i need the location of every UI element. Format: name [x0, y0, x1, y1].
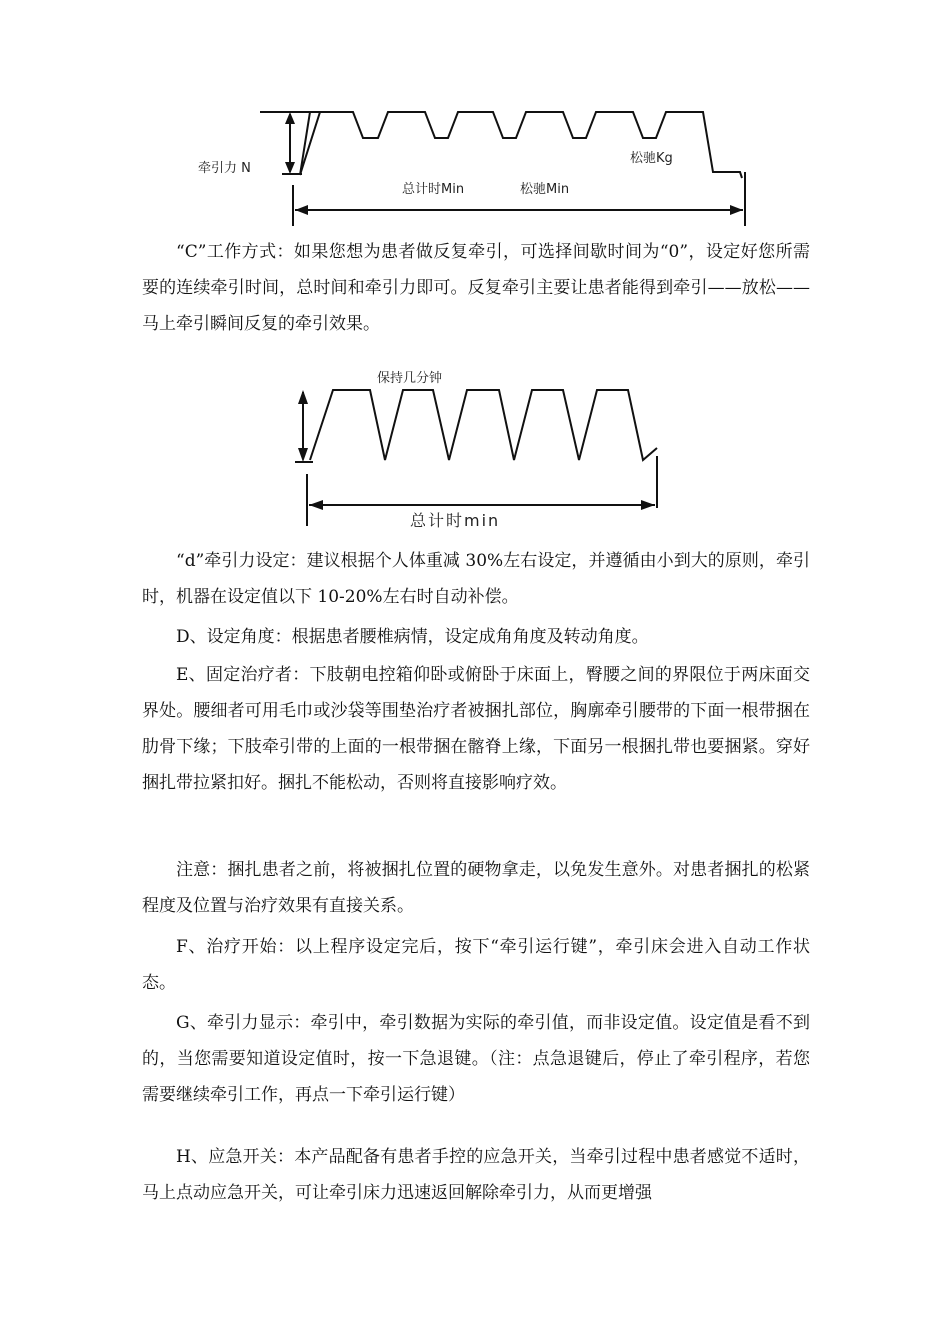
- paragraph-E-fixing: E、固定治疗者：下肢朝电控箱仰卧或俯卧于床面上，臀腰之间的界限位于两床面交界处。腰细者可用毛巾或沙袋等围垫治疗者被捆扎部位，胸廓牵引腰带的下面一根带捆在肋骨下缘；下肢牵引带的上面的一根带捆在髂脊上缘，下面另一根捆扎带也要捆紧。穿好捆扎带拉紧扣好。捆扎不能松动，否则将直接影响疗效。: [142, 665, 810, 793]
- continuous-waveform: [310, 390, 657, 460]
- diagram-continuous-traction-svg: [285, 368, 675, 533]
- paragraph-c-mode: “C”工作方式：如果您想为患者做反复牵引，可选择间歇时间为“0”，设定好您所需要的连续牵引时间，总时间和牵引力即可。反复牵引主要让患者能得到牵引——放松——马上牵引瞬间反复的牵引效果。: [142, 242, 810, 334]
- total-time-label-2: 总计时min: [410, 511, 501, 530]
- total-time-label: 总计时Min: [402, 182, 465, 197]
- relax-min-label: 松驰Min: [520, 182, 570, 197]
- intermittent-waveform: [260, 112, 742, 178]
- paragraph-D-angle: D、设定角度：根据患者腰椎病情，设定成角角度及转动角度。: [176, 627, 649, 647]
- force-arrow-head-up-2: [298, 390, 308, 404]
- relax-kg-label: 松驰Kg: [630, 151, 673, 166]
- force-arrow-head-down: [285, 162, 295, 174]
- paragraph-G-display: G、牵引力显示：牵引中，牵引数据为实际的牵引值，而非设定值。设定值是看不到的，当您需要知道设定值时，按一下急退键。（注：点急退键后，停止了牵引程序，若您需要继续牵引工作，再点一下牵引运行键）: [142, 1013, 810, 1105]
- force-arrow-head-down-2: [298, 448, 308, 462]
- diagram-intermittent-traction: [190, 100, 760, 230]
- force-arrow-head-up: [285, 112, 295, 124]
- paragraph-note: 注意：捆扎患者之前，将被捆扎位置的硬物拿走，以免发生意外。对患者捆扎的松紧程度及位置与治疗效果有直接关系。: [142, 860, 810, 916]
- total-time-arrow-head-right-2: [641, 500, 655, 510]
- paragraph-H-emergency: H、应急开关：本产品配备有患者手控的应急开关，当牵引过程中患者感觉不适时，马上点动应急开关，可让牵引床力迅速返回解除牵引力，从而更增强: [142, 1147, 810, 1203]
- total-time-arrow-head-left: [295, 205, 308, 215]
- force-label: 牵引力 N: [198, 161, 251, 176]
- paragraph-F-start: F、治疗开始：以上程序设定完后，按下“牵引运行键”，牵引床会进入自动工作状态。: [142, 937, 810, 993]
- hold-minutes-label: 保持几分钟: [377, 371, 443, 386]
- total-time-arrow-head-left-2: [309, 500, 323, 510]
- total-time-arrow-head-right: [730, 205, 743, 215]
- paragraph-d-force-setting: “d”牵引力设定：建议根据个人体重减 30%左右设定，并遵循由小到大的原则，牵引时，机器在设定值以下 10-20%左右时自动补偿。: [142, 551, 810, 607]
- diagram-intermittent-traction-svg: [190, 100, 760, 230]
- diagram-continuous-traction: [285, 368, 675, 533]
